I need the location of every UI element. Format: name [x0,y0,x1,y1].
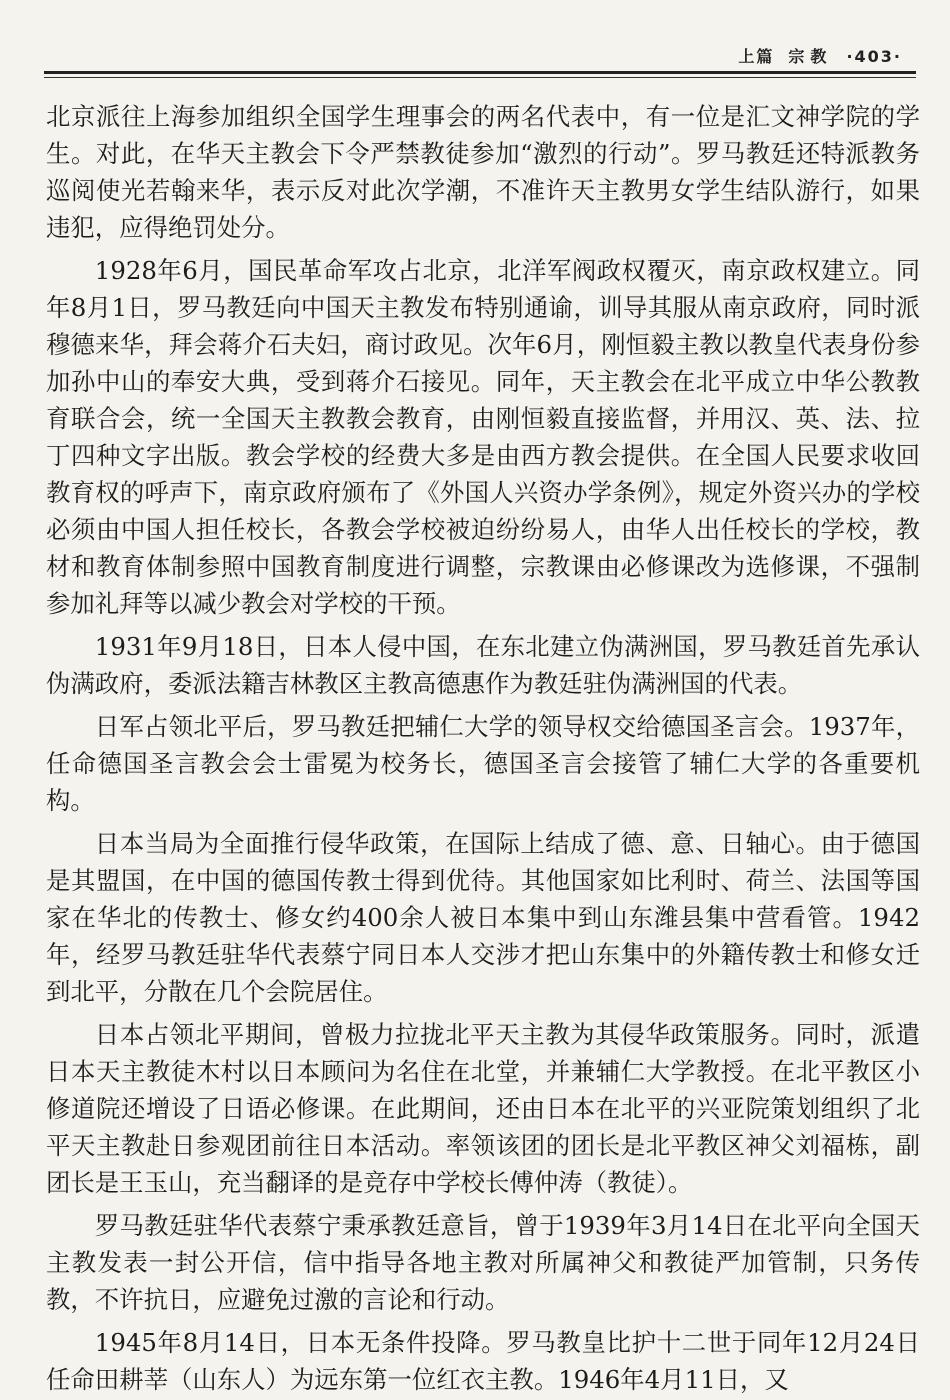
header-rule-thin [44,77,916,78]
running-header [738,44,902,67]
paragraph-1: 北京派往上海参加组织全国学生理事会的两名代表中，有一位是汇文神学院的学生。对此，在华天主教会下令严禁教徒参加“激烈的行动”。罗马教廷还特派教务巡阅使光若翰来华，表示反对此次学潮，不准许天主教男女学生结队游行，如果违犯，应得绝罚处分。 [46,102,920,242]
header-section-label: 宗教 [788,47,833,66]
header-rule-thick [44,71,916,74]
paragraph-2: 1928年6月，国民革命军攻占北京，北洋军阀政权覆灭，南京政权建立。同年8月1日，罗马教廷向中国天主教发布特别通谕，训导其服从南京政府，同时派穆德来华，拜会蒋介石夫妇，商讨政见。次年6月，刚恒毅主教以教皇代表身份参加孙中山的奉安大典，受到蒋介石接见。同年，天主教会在北平成立中华公教教育联合会，统一全国天主教教会教育，由刚恒毅直接监督，并用汉、英、法、拉丁四种文字出版。教会学校的经费大多是由西方教会提供。在全国人民要求收回教育权的呼声下，南京政府颁布了《外国人兴资办学条例》，规定外资兴办的学校必须由中国人担任校长，各教会学校被迫纷纷易人，由华人出任校长的学校，教材和教育体制参照中国教育制度进行调整，宗教课由必修课改为选修课，不强制参加礼拜等以减少教会对学校的干预。 [46,256,920,618]
header-part-label: 上篇 [738,47,775,66]
page-number: ·403· [846,47,902,66]
body-text [46,98,920,1398]
paragraph-6: 日本占领北平期间，曾极力拉拢北平天主教为其侵华政策服务。同时，派遣日本天主教徒木村以日本顾问为名住在北堂，并兼辅仁大学教授。在北平教区小修道院还增设了日语必修课。在此期间，还由日本在北平的兴亚院策划组织了北平天主教赴日参观团前往日本活动。率领该团的团长是北平教区神父刘福栋，副团长是王玉山，充当翻译的是竞存中学校长傅仲涛（教徒）。 [46,1020,920,1197]
paragraph-7: 罗马教廷驻华代表蔡宁秉承教廷意旨，曾于1939年3月14日在北平向全国天主教发表一封公开信，信中指导各地主教对所属神父和教徒严加管制，只务传教，不许抗日，应避免过激的言论和行动。 [46,1211,920,1314]
paragraph-3: 1931年9月18日，日本人侵中国，在东北建立伪满洲国，罗马教廷首先承认伪满政府，委派法籍吉林教区主教高德惠作为教廷驻伪满洲国的代表。 [46,632,920,698]
paragraph-4: 日军占领北平后，罗马教廷把辅仁大学的领导权交给德国圣言会。1937年，任命德国圣言教会会士雷冕为校务长，德国圣言会接管了辅仁大学的各重要机构。 [46,712,920,815]
paragraph-5: 日本当局为全面推行侵华政策，在国际上结成了德、意、日轴心。由于德国是其盟国，在中国的德国传教士得到优待。其他国家如比利时、荷兰、法国等国家在华北的传教士、修女约400余人被日本集中到山东潍县集中营看管。1942年，经罗马教廷驻华代表蔡宁同日本人交涉才把山东集中的外籍传教士和修女迁到北平，分散在几个会院居住。 [46,829,920,1006]
paragraph-8: 1945年8月14日，日本无条件投降。罗马教皇比护十二世于同年12月24日任命田耕莘（山东人）为远东第一位红衣主教。1946年4月11日，又 [46,1328,920,1394]
